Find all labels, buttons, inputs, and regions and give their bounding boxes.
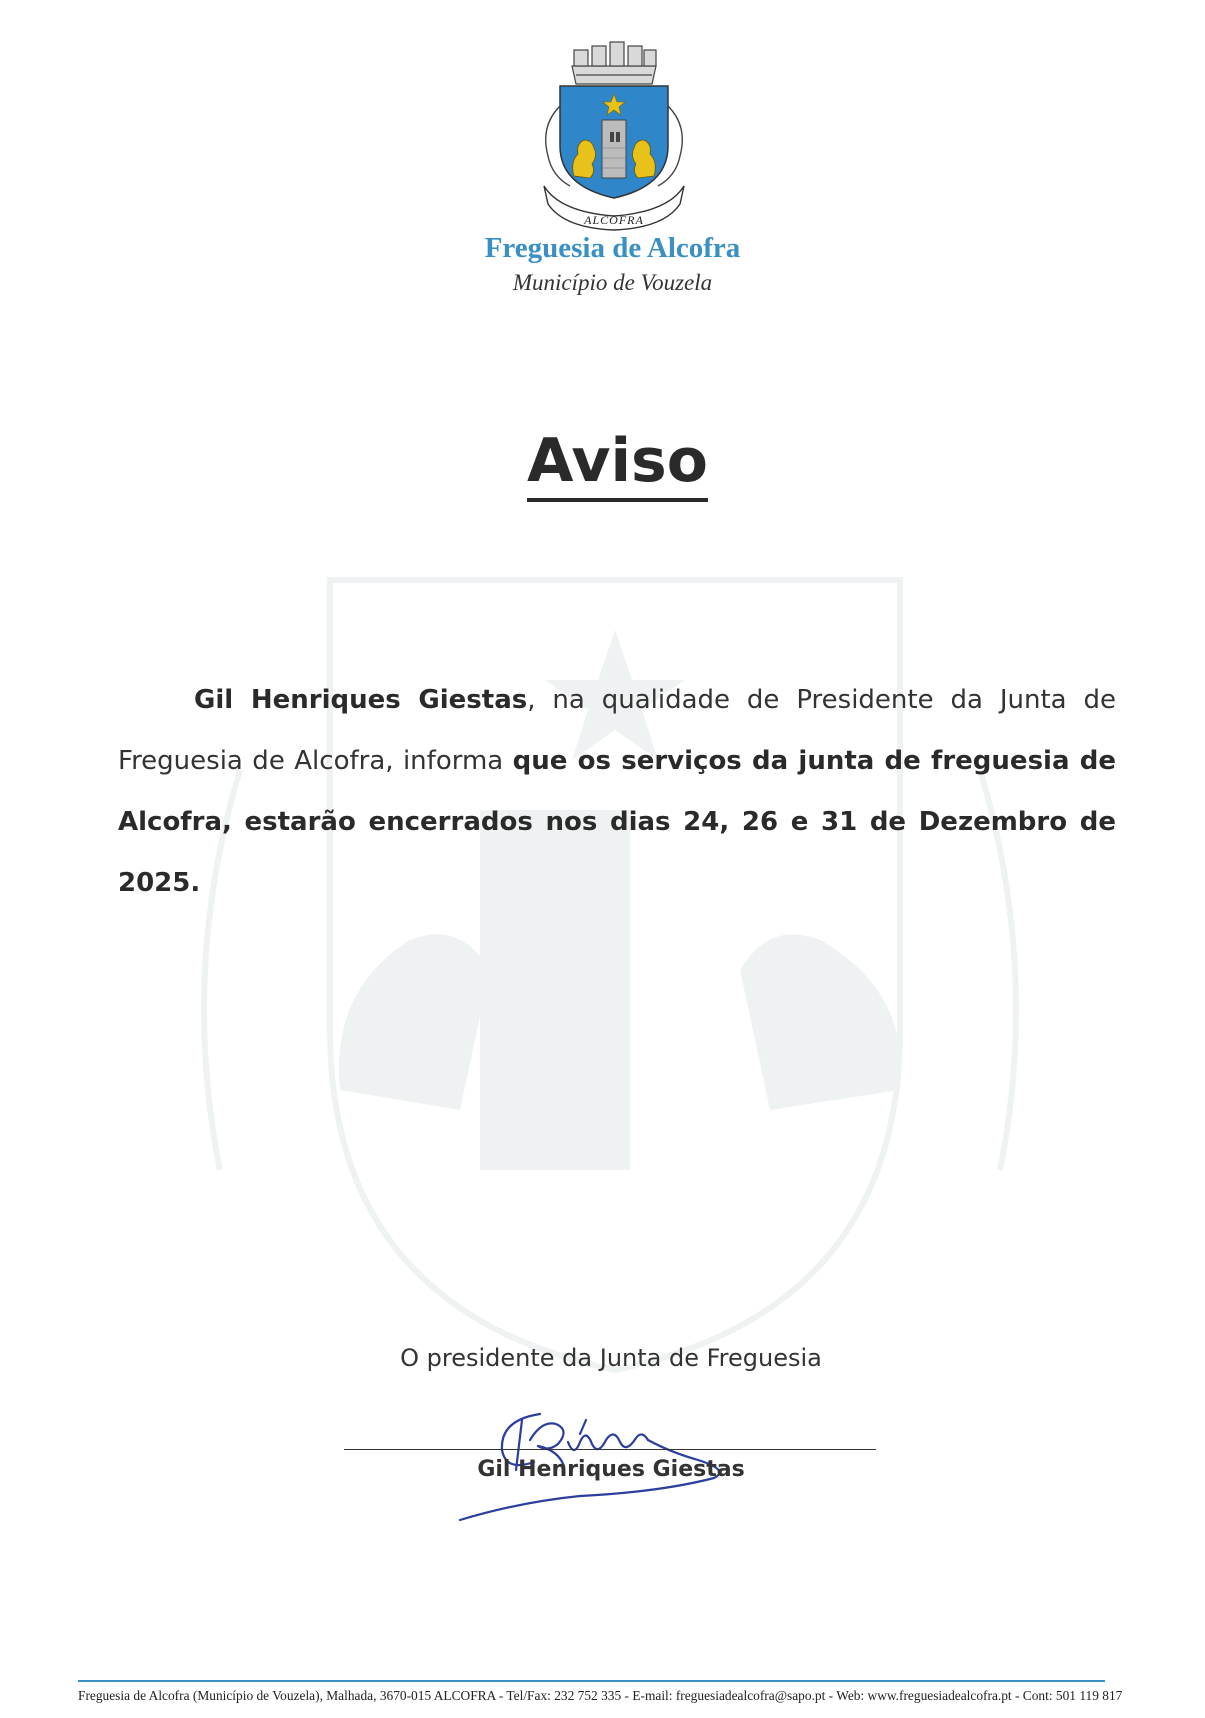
footer-contact: Freguesia de Alcofra (Município de Vouzela), Malhada, 3670-015 ALCOFRA - Tel/Fax: 232 752 335 - E-mail: freguesiadealcofra@sapo.pt - Web: www.freguesiadealcofra.pt - Cont: 501 119 817 [78, 1688, 1123, 1703]
notice-body [118, 670, 1116, 914]
tower-icon [602, 120, 626, 178]
notice-heading: Aviso [0, 426, 1205, 496]
motto-text: ALCOFRA [584, 213, 644, 227]
mural-crown [572, 42, 656, 84]
notice-text-regular: , na qualidade de Presidente da Junta de Freguesia de Alcofra, informa [118, 685, 1116, 776]
crest-watermark [180, 470, 1040, 1490]
signature-closing: O presidente da Junta de Freguesia [400, 1344, 822, 1372]
signature-line [344, 1449, 876, 1450]
coat-of-arms-logo [530, 36, 698, 232]
footer-rule [78, 1680, 1105, 1682]
handwritten-signature [430, 1380, 790, 1530]
notice-text-bold: que os serviços da junta de freguesia de Alcofra, estarão encerrados nos dias 24, 26 e 31 de Dezembro de 2025. [118, 746, 1116, 898]
parish-title: Freguesia de Alcofra [484, 232, 741, 264]
municipality-subtitle: Município de Vouzela [512, 270, 713, 295]
president-name: Gil Henriques Giestas [477, 1457, 745, 1482]
president-name-inline: Gil Henriques Giestas [194, 685, 528, 715]
